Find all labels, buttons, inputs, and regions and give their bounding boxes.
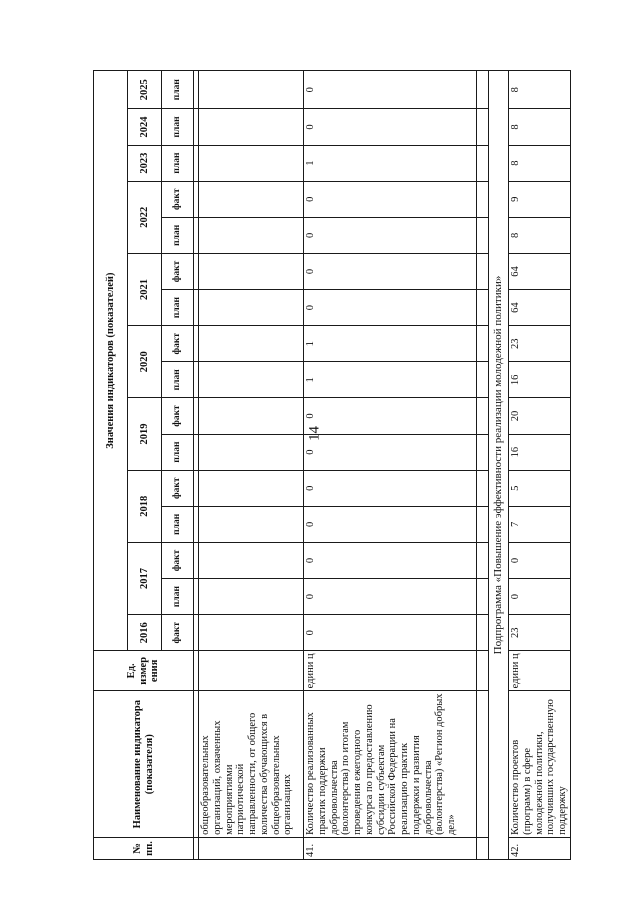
header-sub: план bbox=[162, 579, 194, 615]
value-cell bbox=[199, 145, 304, 181]
indicators-table bbox=[93, 70, 571, 860]
empty-cell bbox=[477, 109, 489, 145]
value-cell bbox=[199, 181, 304, 217]
header-sub: план bbox=[162, 434, 194, 470]
header-sub: план bbox=[162, 290, 194, 326]
value-cell: 5 bbox=[509, 470, 571, 506]
value-cell: 16 bbox=[509, 362, 571, 398]
header-year: 2021 bbox=[128, 253, 162, 325]
empty-cell bbox=[477, 691, 489, 838]
subprogram-title: Подпрограмма «Повышение эффективности реализации молодежной политики» bbox=[489, 71, 509, 860]
empty-cell bbox=[477, 506, 489, 542]
page-number: 14 bbox=[306, 426, 323, 441]
value-cell: 0 bbox=[304, 109, 477, 145]
row-num: 41. bbox=[304, 837, 477, 859]
value-cell: 0 bbox=[304, 290, 477, 326]
header-year: 2017 bbox=[128, 542, 162, 614]
value-cell: 16 bbox=[509, 434, 571, 470]
header-unit: Ед. измер ения bbox=[94, 651, 194, 691]
row-name: общеобразовательных организаций, охваченных мероприятиями патриотической направленности, от общего количества обучающихся в общеобразовательных организациях bbox=[199, 691, 304, 838]
header-year: 2022 bbox=[128, 181, 162, 253]
header-sub: факт bbox=[162, 615, 194, 651]
table-row bbox=[199, 71, 304, 860]
value-cell bbox=[199, 217, 304, 253]
header-year: 2016 bbox=[128, 615, 162, 651]
header-sub: план bbox=[162, 145, 194, 181]
empty-cell bbox=[477, 71, 489, 109]
value-cell: 1 bbox=[304, 145, 477, 181]
empty-cell bbox=[477, 837, 489, 859]
value-cell: 23 bbox=[509, 615, 571, 651]
value-cell: 0 bbox=[304, 506, 477, 542]
empty-cell bbox=[477, 615, 489, 651]
value-cell: 8 bbox=[509, 217, 571, 253]
empty-cell bbox=[477, 326, 489, 362]
value-cell: 0 bbox=[304, 71, 477, 109]
value-cell: 0 bbox=[509, 542, 571, 578]
value-cell: 0 bbox=[304, 434, 477, 470]
header-sub: план bbox=[162, 217, 194, 253]
value-cell bbox=[199, 71, 304, 109]
value-cell: 1 bbox=[304, 362, 477, 398]
header-num: № пп. bbox=[94, 837, 194, 859]
value-cell: 64 bbox=[509, 290, 571, 326]
row-unit bbox=[199, 651, 304, 691]
value-cell: 0 bbox=[304, 615, 477, 651]
value-cell: 0 bbox=[304, 542, 477, 578]
value-cell: 1 bbox=[304, 326, 477, 362]
value-cell: 0 bbox=[304, 579, 477, 615]
empty-cell bbox=[477, 398, 489, 434]
empty-cell bbox=[477, 434, 489, 470]
header-sub: факт bbox=[162, 398, 194, 434]
row-num bbox=[199, 837, 304, 859]
value-cell bbox=[199, 470, 304, 506]
header-sub: факт bbox=[162, 181, 194, 217]
value-cell: 9 bbox=[509, 181, 571, 217]
empty-cell bbox=[477, 651, 489, 691]
value-cell bbox=[199, 326, 304, 362]
row-num: 42. bbox=[509, 837, 571, 859]
header-name: Наименование индикатора (показателя) bbox=[94, 691, 194, 838]
value-cell bbox=[199, 109, 304, 145]
value-cell: 23 bbox=[509, 326, 571, 362]
header-sub: план bbox=[162, 506, 194, 542]
header-sub: факт bbox=[162, 542, 194, 578]
row-name: Количество проектов (программ) в сфере молодежной политики, получивших государственную поддержку bbox=[509, 691, 571, 838]
value-cell bbox=[199, 253, 304, 289]
value-cell: 8 bbox=[509, 109, 571, 145]
header-sub: факт bbox=[162, 470, 194, 506]
empty-cell bbox=[477, 542, 489, 578]
value-cell bbox=[199, 579, 304, 615]
value-cell: 0 bbox=[509, 579, 571, 615]
empty-cell bbox=[477, 470, 489, 506]
header-sub: план bbox=[162, 71, 194, 109]
header-sub: план bbox=[162, 109, 194, 145]
value-cell: 0 bbox=[304, 217, 477, 253]
header-year: 2020 bbox=[128, 326, 162, 398]
row-name: Количество реализованных практик поддержки добровольчества (волонтерства) по итогам проведения ежегодного конкурса по предоставлению субсидии субъектам Российской Федерации на реализацию практик поддержки и развития добровольчества (волонтерства) «Регион добрых дел» bbox=[304, 691, 477, 838]
rotated-table-container bbox=[93, 70, 568, 860]
value-cell bbox=[199, 506, 304, 542]
empty-cell bbox=[477, 290, 489, 326]
empty-cell bbox=[477, 579, 489, 615]
header-sub: факт bbox=[162, 253, 194, 289]
header-year: 2023 bbox=[128, 145, 162, 181]
header-year: 2024 bbox=[128, 109, 162, 145]
header-sub: факт bbox=[162, 326, 194, 362]
value-cell bbox=[199, 398, 304, 434]
table-row bbox=[304, 71, 477, 860]
empty-cell bbox=[477, 217, 489, 253]
header-year: 2025 bbox=[128, 71, 162, 109]
empty-cell bbox=[477, 145, 489, 181]
header-year: 2019 bbox=[128, 398, 162, 470]
header-sub: план bbox=[162, 362, 194, 398]
value-cell: 0 bbox=[304, 181, 477, 217]
row-unit: едини ц bbox=[509, 651, 571, 691]
value-cell bbox=[199, 615, 304, 651]
value-cell bbox=[199, 290, 304, 326]
header-year: 2018 bbox=[128, 470, 162, 542]
value-cell: 64 bbox=[509, 253, 571, 289]
value-cell: 20 bbox=[509, 398, 571, 434]
value-cell bbox=[199, 542, 304, 578]
empty-cell bbox=[477, 362, 489, 398]
value-cell: 0 bbox=[304, 253, 477, 289]
value-cell: 0 bbox=[304, 398, 477, 434]
empty-cell bbox=[477, 253, 489, 289]
table-row bbox=[509, 71, 571, 860]
value-cell: 0 bbox=[304, 470, 477, 506]
value-cell: 8 bbox=[509, 71, 571, 109]
value-cell bbox=[199, 362, 304, 398]
value-cell: 8 bbox=[509, 145, 571, 181]
empty-cell bbox=[477, 181, 489, 217]
value-cell bbox=[199, 434, 304, 470]
header-values-group: Значения индикаторов (показателей) bbox=[94, 71, 128, 651]
row-unit: едини ц bbox=[304, 651, 477, 691]
value-cell: 7 bbox=[509, 506, 571, 542]
